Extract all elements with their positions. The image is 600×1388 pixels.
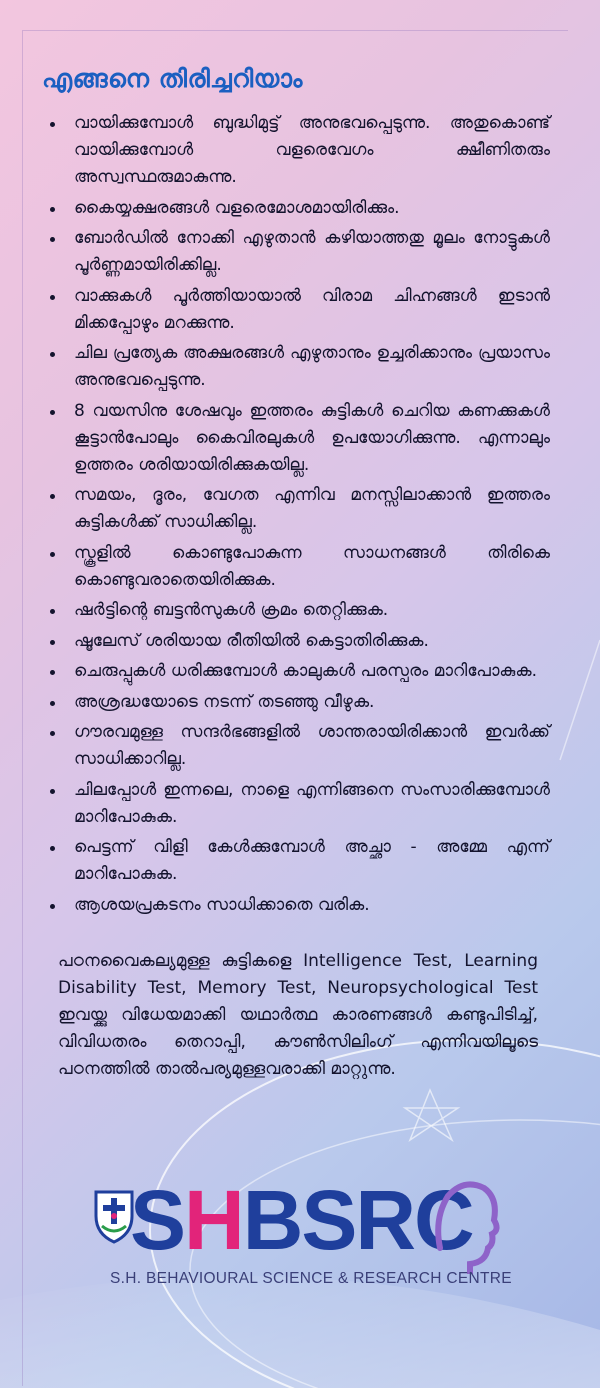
list-item: കൈയ്യക്ഷരങ്ങൾ വളരെമോശമായിരിക്കും.	[40, 195, 550, 222]
bullet-icon	[50, 237, 55, 242]
bullet-icon	[50, 410, 55, 415]
bullet-icon	[50, 789, 55, 794]
bullet-icon	[50, 731, 55, 736]
list-item: സ്കൂളിൽ കൊണ്ടുപോകുന്ന സാധനങ്ങൾ തിരികെ കൊണ്ടുവരാതെയിരിക്കുക.	[40, 540, 550, 594]
list-item: വാക്കുകൾ പൂർത്തിയായാൽ വിരാമ ചിഹ്നങ്ങൾ ഇടാൻ മിക്കപ്പോഴും മറക്കുന്നു.	[40, 283, 550, 337]
list-item: ഗൗരവമുള്ള സന്ദർഭങ്ങളിൽ ശാന്തരായിരിക്കാൻ ഇവർക്ക് സാധിക്കാറില്ല.	[40, 719, 550, 773]
summary-paragraph: പഠനവൈകല്യമുള്ള കുട്ടികളെ Intelligence Test, Learning Disability Test, Memory Test, Neuropsychological Test ഇവയ്ക്കു വിധേയമാക്കി യഥാർത്ഥ കാരണങ്ങൾ കണ്ടുപിടിച്ച്, വിവിധതരം തെറാപ്പി, കൗൺസിലിംഗ് എന്നിവയിലൂടെ പഠനത്തിൽ താൽപര്യമുള്ളവരാക്കി മാറ്റുന്നു.	[58, 951, 538, 1079]
shbsrc-logo	[90, 1173, 512, 1298]
bullet-icon	[50, 494, 55, 499]
list-item: ആശയപ്രകടനം സാധിക്കാതെ വരിക.	[40, 892, 550, 919]
bullet-icon	[50, 552, 55, 557]
list-item: ബോർഡിൽ നോക്കി എഴുതാൻ കഴിയാത്തതു മൂലം നോട്ടുകൾ പൂർണ്ണമായിരിക്കില്ല.	[40, 225, 550, 279]
logo-wordmark: SHBSRC	[130, 1173, 473, 1267]
list-item: സമയം, ദൂരം, വേഗത എന്നിവ മനസ്സിലാക്കാൻ ഇത്തരം കുട്ടികൾക്ക് സാധിക്കില്ല.	[40, 482, 550, 536]
bullet-icon	[50, 904, 55, 909]
bullet-icon	[50, 207, 55, 212]
bullet-icon	[50, 640, 55, 645]
bullet-icon	[50, 295, 55, 300]
head-profile-icon	[430, 1178, 500, 1274]
symptom-list	[40, 110, 550, 922]
bullet-icon	[50, 352, 55, 357]
section-heading: എങ്ങനെ തിരിച്ചറിയാം	[42, 64, 303, 93]
list-item: ചെരുപ്പുകൾ ധരിക്കുമ്പോൾ കാലുകൾ പരസ്പരം മാറിപോകുക.	[40, 658, 550, 685]
bullet-icon	[50, 122, 55, 127]
list-item: ഷർട്ടിന്റെ ബട്ടൻസുകൾ ക്രമം തെറ്റിക്കുക.	[40, 597, 550, 624]
list-item: ചില പ്രത്യേക അക്ഷരങ്ങൾ എഴുതാനും ഉച്ചരിക്കാനും പ്രയാസം അനുഭവപ്പെടുന്നു.	[40, 340, 550, 394]
bullet-icon	[50, 609, 55, 614]
logo-tagline: S.H. BEHAVIOURAL SCIENCE & RESEARCH CENTRE	[110, 1270, 512, 1287]
list-item: ചിലപ്പോൾ ഇന്നലെ, നാളെ എന്നിങ്ങനെ സംസാരിക്കുമ്പോൾ മാറിപോകുക.	[40, 777, 550, 831]
bullet-icon	[50, 701, 55, 706]
list-item: അശ്രദ്ധയോടെ നടന്ന് തടഞ്ഞു വീഴുക.	[40, 689, 550, 716]
list-item: 8 വയസിനു ശേഷവും ഇത്തരം കുട്ടികൾ ചെറിയ കണക്കുകൾ കൂട്ടാൻപോലും കൈവിരലുകൾ ഉപയോഗിക്കുന്നു. എന്നാലും ഉത്തരം ശരിയായിരിക്കുകയില്ല.	[40, 398, 550, 479]
list-item: ഷൂലേസ് ശരിയായ രീതിയിൽ കെട്ടാതിരിക്കുക.	[40, 628, 550, 655]
list-item: വായിക്കുമ്പോൾ ബുദ്ധിമുട്ട് അനുഭവപ്പെടുന്നു. അതുകൊണ്ട് വായിക്കുമ്പോൾ വളരെവേഗം ക്ഷീണിതരും അസ്വസ്ഥരുമാകുന്നു.	[40, 110, 550, 191]
bullet-icon	[50, 670, 55, 675]
bullet-icon	[50, 846, 55, 851]
list-item: പെട്ടന്ന് വിളി കേൾക്കുമ്പോൾ അച്ഛാ - അമ്മേ എന്ന് മാറിപോകുക.	[40, 834, 550, 888]
